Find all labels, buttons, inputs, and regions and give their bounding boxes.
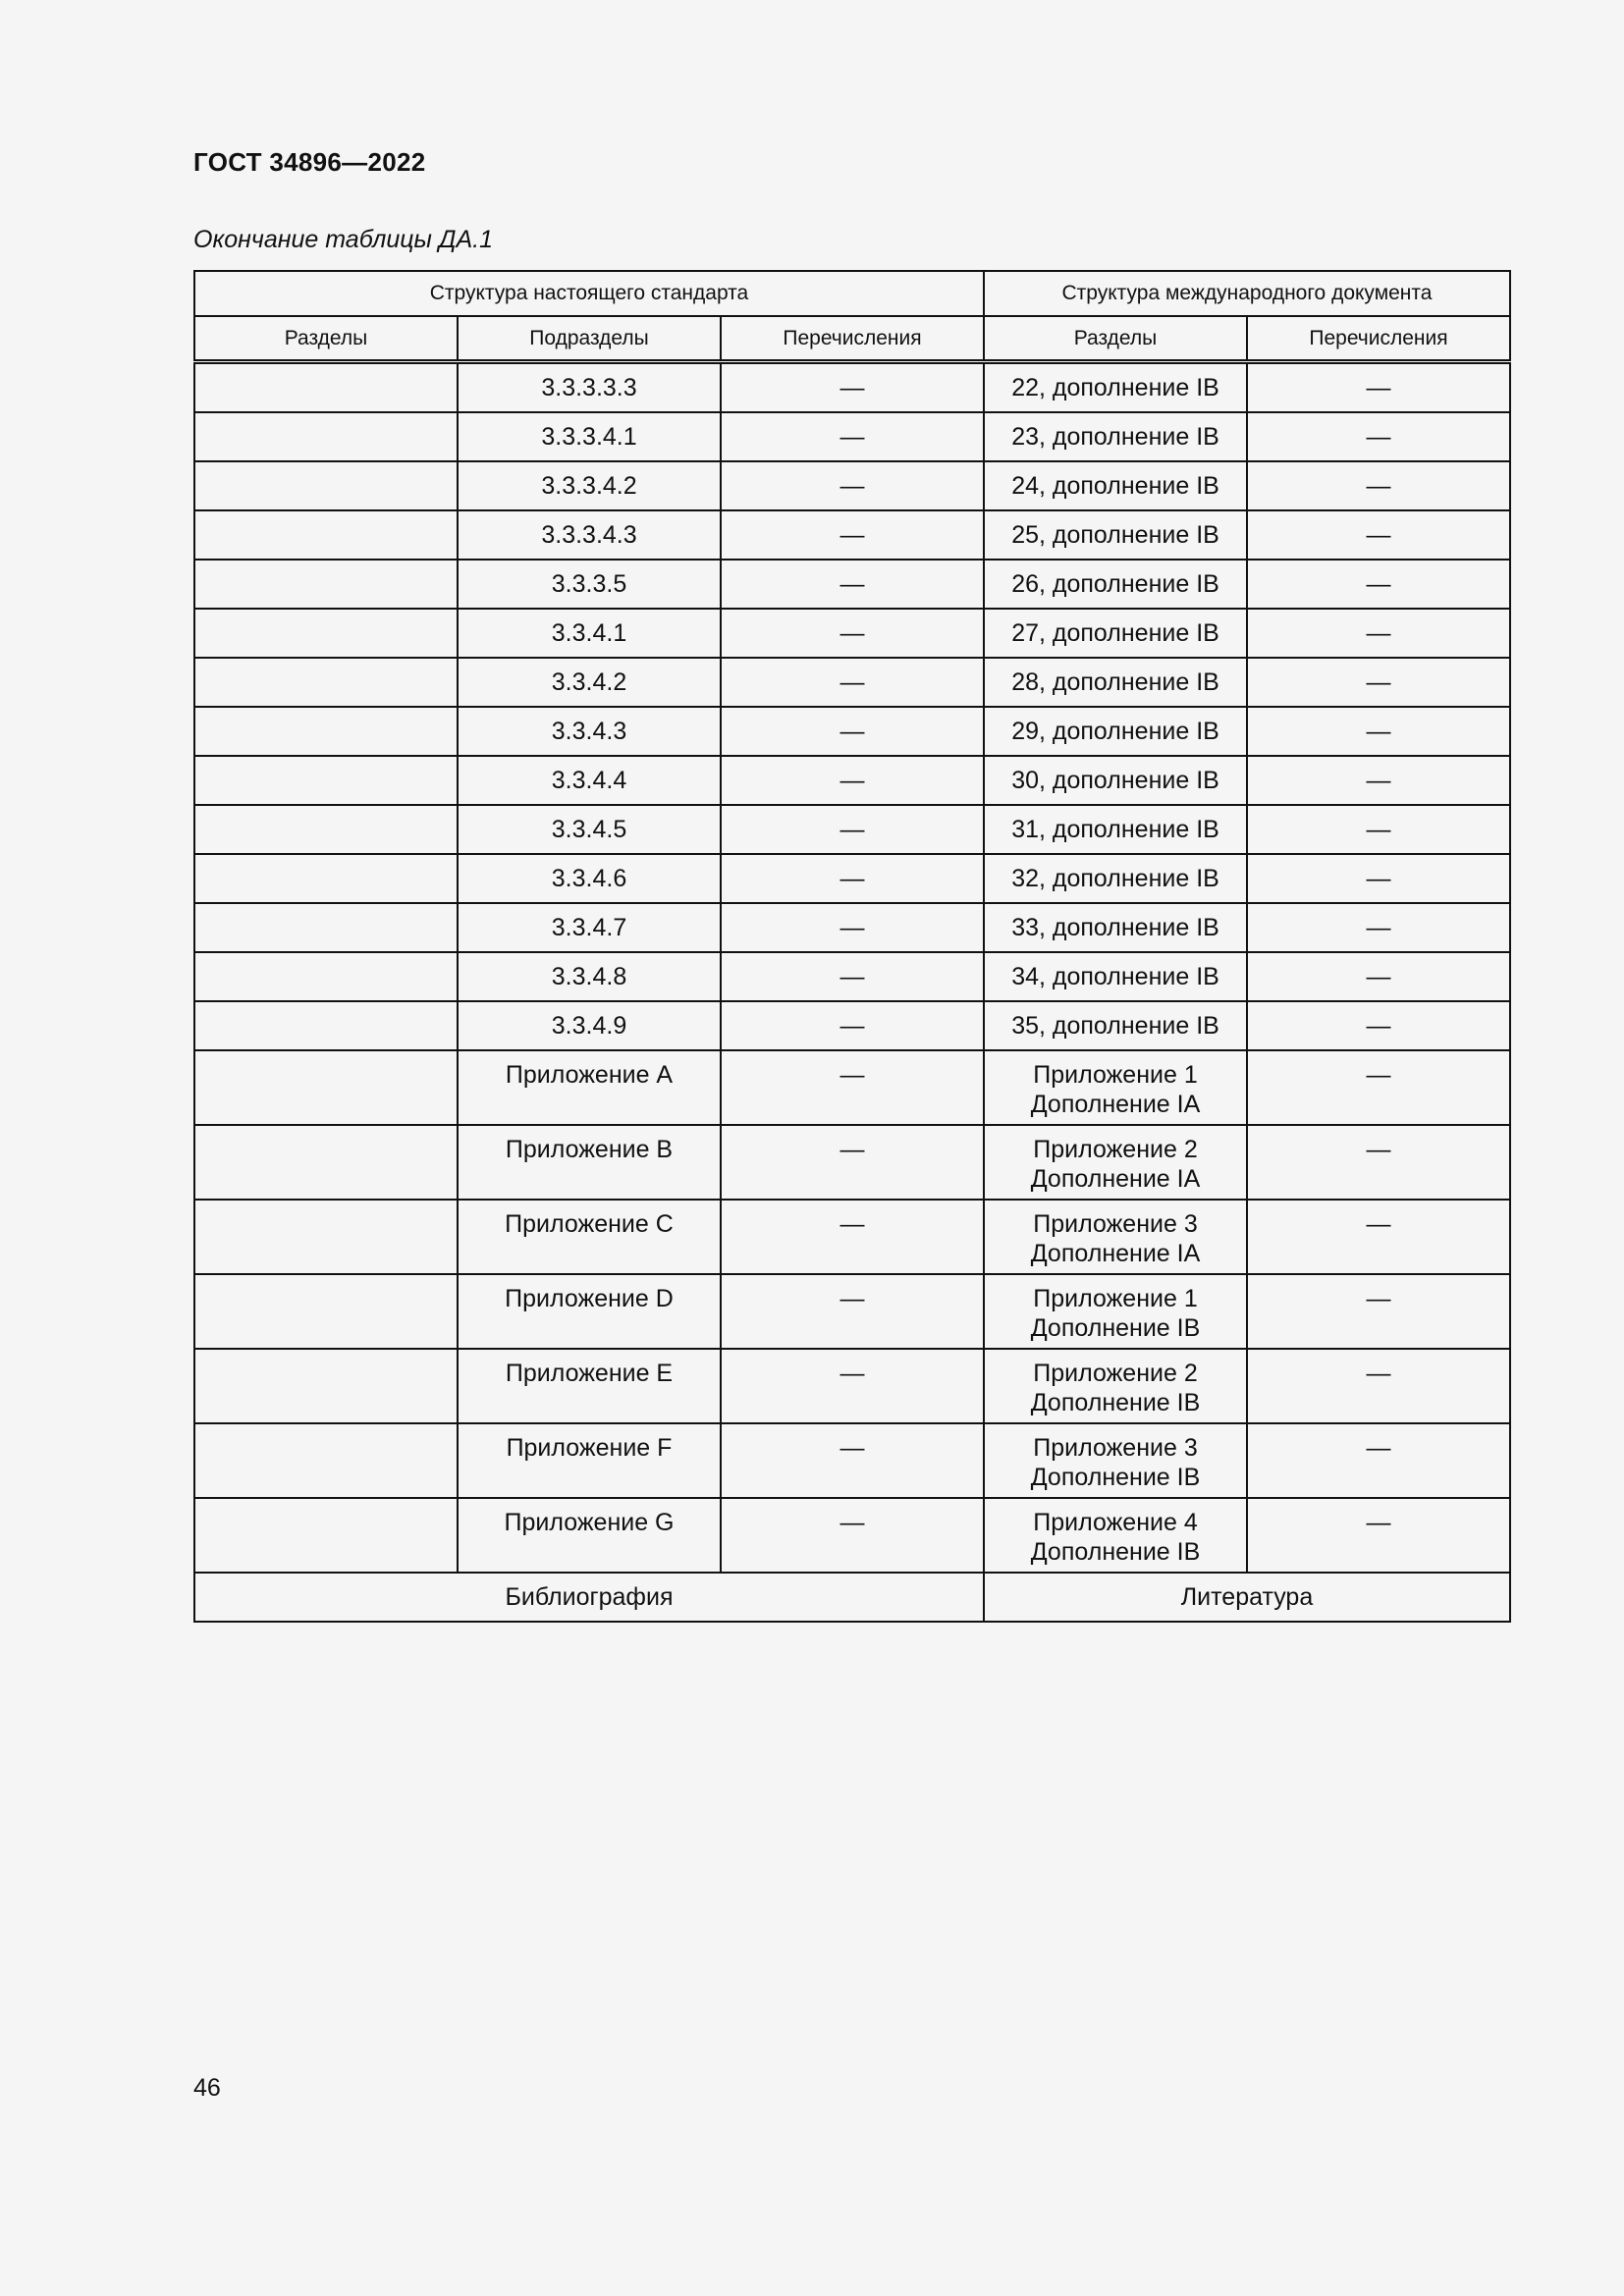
table-row (194, 1274, 1510, 1349)
intl-section-line: Дополнение IB (1030, 1314, 1201, 1342)
subsection-cell: 3.3.4.3 (458, 707, 721, 756)
table-row (194, 510, 1510, 560)
document-header: ГОСТ 34896—2022 (193, 147, 426, 177)
intl-section-cell: 27, дополнение IB (984, 609, 1247, 658)
enumeration-cell: — (721, 1001, 984, 1050)
subsection-cell: Приложение D (458, 1274, 721, 1349)
table-row (194, 854, 1510, 903)
enumeration-cell: — (721, 707, 984, 756)
intl-section-cell: 31, дополнение IB (984, 805, 1247, 854)
intl-enumeration-cell: — (1247, 510, 1510, 560)
intl-enumeration-cell: — (1247, 1274, 1510, 1349)
intl-section-cell (984, 1274, 1247, 1349)
intl-section-line: Приложение 2 (1033, 1136, 1198, 1163)
section-cell (194, 756, 458, 805)
table-row (194, 658, 1510, 707)
intl-enumeration-cell: — (1247, 756, 1510, 805)
section-cell (194, 854, 458, 903)
column-header-intl-enumerations: Перечисления (1247, 316, 1510, 362)
intl-enumeration-cell: — (1247, 1050, 1510, 1125)
section-cell (194, 560, 458, 609)
column-header-std-subsections: Подразделы (458, 316, 721, 362)
intl-section-cell: 28, дополнение IB (984, 658, 1247, 707)
intl-enumeration-cell: — (1247, 461, 1510, 510)
column-header-std-sections: Разделы (194, 316, 458, 362)
subsection-cell: 3.3.3.5 (458, 560, 721, 609)
subsection-cell: 3.3.4.1 (458, 609, 721, 658)
intl-section-line: Приложение 4 (1033, 1509, 1198, 1536)
group-header-international: Структура международного документа (984, 271, 1510, 316)
table-row (194, 1349, 1510, 1423)
intl-enumeration-cell: — (1247, 805, 1510, 854)
subsection-cell: 3.3.4.6 (458, 854, 721, 903)
section-cell (194, 903, 458, 952)
literature-cell: Литература (984, 1573, 1510, 1622)
enumeration-cell: — (721, 1423, 984, 1498)
subsection-cell: Приложение А (458, 1050, 721, 1125)
intl-section-cell: 35, дополнение IB (984, 1001, 1247, 1050)
intl-enumeration-cell: — (1247, 1001, 1510, 1050)
enumeration-cell: — (721, 1200, 984, 1274)
subsection-cell: 3.3.4.9 (458, 1001, 721, 1050)
section-cell (194, 1349, 458, 1423)
intl-section-cell (984, 1125, 1247, 1200)
table-row (194, 805, 1510, 854)
enumeration-cell: — (721, 510, 984, 560)
intl-enumeration-cell: — (1247, 362, 1510, 413)
intl-section-cell: 25, дополнение IB (984, 510, 1247, 560)
intl-section-line: Приложение 2 (1033, 1360, 1198, 1387)
page-number: 46 (193, 2074, 221, 2102)
group-header-standard: Структура настоящего стандарта (194, 271, 984, 316)
subsection-cell: 3.3.3.4.2 (458, 461, 721, 510)
table-row (194, 560, 1510, 609)
enumeration-cell: — (721, 1050, 984, 1125)
intl-enumeration-cell: — (1247, 560, 1510, 609)
intl-section-cell: 30, дополнение IB (984, 756, 1247, 805)
table-row (194, 756, 1510, 805)
intl-section-cell (984, 1498, 1247, 1573)
section-cell (194, 952, 458, 1001)
enumeration-cell: — (721, 461, 984, 510)
subsection-cell: 3.3.3.4.3 (458, 510, 721, 560)
intl-section-cell (984, 1423, 1247, 1498)
subsection-cell: 3.3.4.8 (458, 952, 721, 1001)
subsection-cell: 3.3.4.5 (458, 805, 721, 854)
intl-section-cell: 24, дополнение IB (984, 461, 1247, 510)
column-header-row (194, 316, 1510, 362)
section-cell (194, 412, 458, 461)
intl-enumeration-cell: — (1247, 854, 1510, 903)
intl-enumeration-cell: — (1247, 1349, 1510, 1423)
section-cell (194, 1498, 458, 1573)
table-row (194, 1498, 1510, 1573)
intl-section-line: Дополнение IA (1030, 1091, 1201, 1118)
section-cell (194, 1423, 458, 1498)
subsection-cell: Приложение В (458, 1125, 721, 1200)
enumeration-cell: — (721, 1125, 984, 1200)
enumeration-cell: — (721, 1274, 984, 1349)
table-row (194, 1423, 1510, 1498)
intl-section-line: Дополнение IB (1030, 1389, 1201, 1416)
enumeration-cell: — (721, 609, 984, 658)
subsection-cell: 3.3.3.4.1 (458, 412, 721, 461)
table-row (194, 952, 1510, 1001)
intl-enumeration-cell: — (1247, 1423, 1510, 1498)
table-row (194, 412, 1510, 461)
table-row (194, 903, 1510, 952)
section-cell (194, 362, 458, 413)
enumeration-cell: — (721, 560, 984, 609)
table-row (194, 461, 1510, 510)
subsection-cell: Приложение F (458, 1423, 721, 1498)
intl-section-line: Приложение 1 (1033, 1061, 1198, 1089)
bibliography-row (194, 1573, 1510, 1622)
enumeration-cell: — (721, 854, 984, 903)
section-cell (194, 707, 458, 756)
table-row (194, 707, 1510, 756)
section-cell (194, 461, 458, 510)
intl-section-cell (984, 1349, 1247, 1423)
intl-section-line: Приложение 1 (1033, 1285, 1198, 1312)
intl-section-line: Приложение 3 (1033, 1434, 1198, 1462)
subsection-cell: 3.3.3.3.3 (458, 362, 721, 413)
intl-enumeration-cell: — (1247, 609, 1510, 658)
section-cell (194, 658, 458, 707)
table-row (194, 1200, 1510, 1274)
bibliography-cell: Библиография (194, 1573, 984, 1622)
enumeration-cell: — (721, 658, 984, 707)
section-cell (194, 1274, 458, 1349)
section-cell (194, 805, 458, 854)
section-cell (194, 510, 458, 560)
enumeration-cell: — (721, 1349, 984, 1423)
section-cell (194, 1050, 458, 1125)
enumeration-cell: — (721, 952, 984, 1001)
intl-section-cell: 22, дополнение IB (984, 362, 1247, 413)
intl-section-cell: 32, дополнение IB (984, 854, 1247, 903)
intl-section-line: Дополнение IA (1030, 1165, 1201, 1193)
subsection-cell: Приложение G (458, 1498, 721, 1573)
intl-enumeration-cell: — (1247, 707, 1510, 756)
enumeration-cell: — (721, 412, 984, 461)
table-row (194, 1001, 1510, 1050)
section-cell (194, 1125, 458, 1200)
enumeration-cell: — (721, 1498, 984, 1573)
subsection-cell: 3.3.4.2 (458, 658, 721, 707)
intl-section-cell: 23, дополнение IB (984, 412, 1247, 461)
intl-enumeration-cell: — (1247, 658, 1510, 707)
subsection-cell: 3.3.4.4 (458, 756, 721, 805)
intl-section-cell: 29, дополнение IB (984, 707, 1247, 756)
enumeration-cell: — (721, 756, 984, 805)
section-cell (194, 1200, 458, 1274)
intl-section-cell: 34, дополнение IB (984, 952, 1247, 1001)
intl-enumeration-cell: — (1247, 412, 1510, 461)
enumeration-cell: — (721, 362, 984, 413)
intl-section-cell: 26, дополнение IB (984, 560, 1247, 609)
column-header-intl-sections: Разделы (984, 316, 1247, 362)
intl-section-line: Приложение 3 (1033, 1210, 1198, 1238)
table-row (194, 1125, 1510, 1200)
table-caption: Окончание таблицы ДА.1 (193, 226, 493, 253)
subsection-cell: Приложение Е (458, 1349, 721, 1423)
intl-enumeration-cell: — (1247, 1200, 1510, 1274)
intl-enumeration-cell: — (1247, 952, 1510, 1001)
intl-section-cell: 33, дополнение IB (984, 903, 1247, 952)
enumeration-cell: — (721, 903, 984, 952)
table-row (194, 362, 1510, 413)
intl-section-cell (984, 1200, 1247, 1274)
intl-section-line: Дополнение IB (1030, 1538, 1201, 1566)
intl-section-line: Дополнение IB (1030, 1464, 1201, 1491)
intl-enumeration-cell: — (1247, 1125, 1510, 1200)
section-cell (194, 1001, 458, 1050)
intl-enumeration-cell: — (1247, 1498, 1510, 1573)
subsection-cell: 3.3.4.7 (458, 903, 721, 952)
intl-enumeration-cell: — (1247, 903, 1510, 952)
structure-table (193, 270, 1511, 1623)
table-row (194, 609, 1510, 658)
column-header-std-enumerations: Перечисления (721, 316, 984, 362)
enumeration-cell: — (721, 805, 984, 854)
intl-section-line: Дополнение IA (1030, 1240, 1201, 1267)
subsection-cell: Приложение С (458, 1200, 721, 1274)
intl-section-cell (984, 1050, 1247, 1125)
group-header-row (194, 271, 1510, 316)
section-cell (194, 609, 458, 658)
table-row (194, 1050, 1510, 1125)
